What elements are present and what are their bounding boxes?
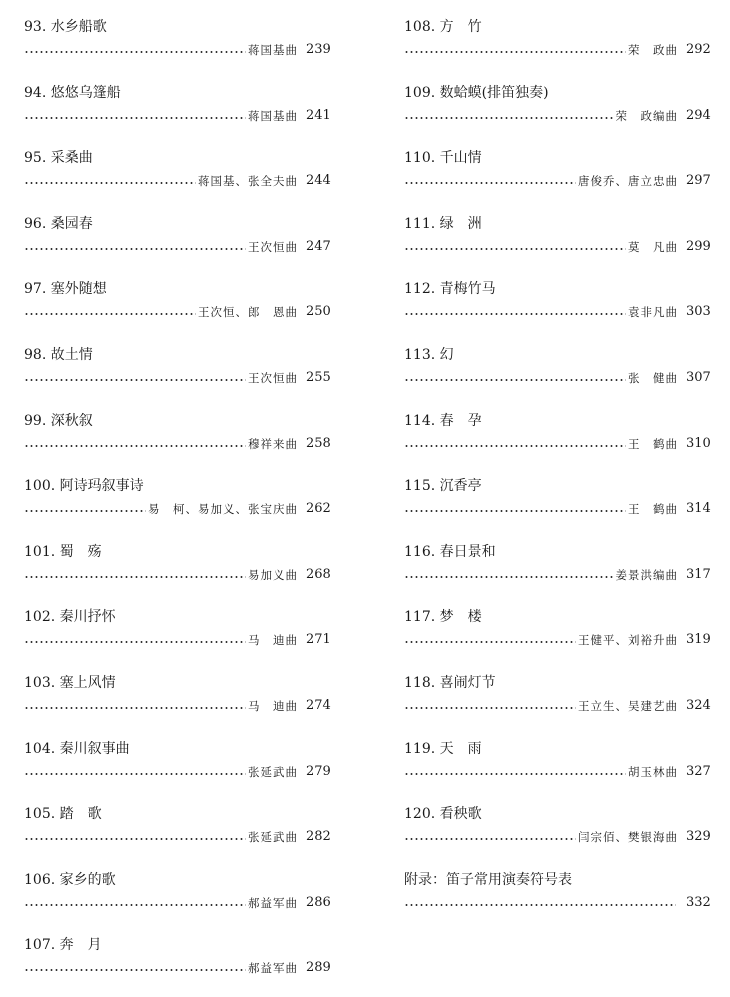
toc-entry [404, 674, 710, 730]
entry-title: 113. 幻 [404, 347, 454, 363]
entry-page-number: 279 [306, 763, 331, 779]
dot-leader [404, 833, 576, 845]
dot-leader [404, 374, 626, 386]
toc-entry [404, 280, 710, 336]
entry-composer: 郝益军曲 [248, 895, 298, 910]
entry-leader-row [404, 237, 710, 255]
entry-composer: 易 柯、易加义、张宝庆曲 [148, 502, 298, 517]
toc-entry [24, 608, 330, 664]
entry-page-number: 307 [686, 370, 711, 385]
toc-entry [24, 871, 330, 927]
toc-entry [24, 280, 330, 336]
entry-leader-row [24, 762, 330, 780]
entry-page-number: 332 [686, 894, 711, 910]
entry-composer: 荣 政曲 [628, 43, 678, 57]
entry-page-number: 282 [306, 829, 331, 845]
entry-composer: 王 鹤曲 [628, 502, 678, 517]
entry-page-number: 286 [306, 894, 331, 910]
entry-title: 117. 梦 楼 [404, 609, 482, 626]
entry-composer: 马 迪曲 [248, 633, 298, 648]
dot-leader [24, 636, 246, 648]
entry-composer: 姜景洪编曲 [615, 567, 678, 582]
dot-leader [404, 768, 626, 780]
entry-composer: 蒋国基、张全夫曲 [198, 174, 298, 189]
entry-page-number: 324 [686, 698, 711, 713]
toc-entry [404, 412, 710, 468]
dot-leader [404, 177, 576, 189]
entry-page-number: 314 [686, 501, 711, 517]
toc-entry [404, 215, 710, 271]
entry-leader-row [24, 630, 330, 648]
entry-page-number: 299 [686, 238, 711, 254]
entry-page-number: 239 [306, 42, 331, 57]
entry-leader-row [404, 368, 710, 386]
entry-composer: 闫宗佰、樊银海曲 [578, 830, 678, 845]
dot-leader [404, 308, 626, 320]
toc-entry [24, 346, 330, 402]
entry-leader-row [24, 106, 330, 124]
toc-entry [404, 608, 710, 664]
entry-composer: 张延武曲 [248, 830, 298, 845]
entry-composer: 易加义曲 [248, 567, 298, 582]
dot-leader [24, 374, 246, 386]
entry-composer: 王次恒曲 [248, 371, 298, 385]
entry-leader-row [24, 302, 330, 320]
entry-title: 118. 喜闹灯节 [404, 675, 496, 691]
entry-leader-row [24, 368, 330, 386]
entry-composer: 郝益军曲 [248, 961, 298, 976]
entry-page-number: 289 [306, 960, 331, 976]
entry-page-number: 244 [306, 173, 331, 189]
entry-page-number: 317 [686, 566, 711, 582]
entry-leader-row [404, 40, 710, 58]
entry-leader-row [404, 696, 710, 714]
dot-leader [404, 112, 614, 124]
entry-composer: 张 健曲 [628, 371, 678, 385]
entry-leader-row [24, 499, 330, 517]
dot-leader [24, 505, 146, 517]
entry-leader-row [404, 171, 710, 189]
entry-composer: 蒋国基曲 [248, 43, 298, 57]
entry-page-number: 329 [686, 829, 711, 845]
entry-title: 104. 秦川叙事曲 [24, 740, 130, 757]
entry-composer: 莫 凡曲 [628, 239, 678, 254]
toc-entry [404, 871, 710, 927]
toc-entry [24, 805, 330, 861]
entry-title: 105. 踏 歌 [24, 806, 102, 823]
toc-entry [404, 543, 710, 599]
entry-composer: 张延武曲 [248, 764, 298, 779]
dot-leader [24, 833, 246, 845]
entry-title: 101. 蜀 殇 [24, 543, 102, 560]
toc-entry [24, 740, 330, 796]
entry-title: 97. 塞外随想 [24, 281, 107, 298]
entry-composer: 王次恒曲 [248, 239, 298, 254]
toc-entry [24, 412, 330, 468]
dot-leader [404, 899, 676, 911]
entry-title: 100. 阿诗玛叙事诗 [24, 478, 144, 495]
dot-leader [24, 112, 246, 124]
dot-leader [24, 768, 246, 780]
toc-entry [404, 740, 710, 796]
entry-title: 98. 故土情 [24, 347, 93, 363]
entry-page-number: 271 [306, 632, 331, 648]
entry-composer: 王健平、刘裕升曲 [578, 633, 678, 648]
dot-leader [404, 505, 626, 517]
entry-leader-row [404, 106, 710, 124]
dot-leader [24, 702, 246, 714]
toc-entry [24, 543, 330, 599]
entry-composer: 穆祥来曲 [248, 436, 298, 451]
entry-page-number: 250 [306, 304, 331, 320]
entry-title: 120. 看秧歌 [404, 806, 482, 823]
dot-leader [24, 243, 246, 255]
entry-composer: 王立生、吴建艺曲 [578, 699, 678, 713]
entry-page-number: 303 [686, 304, 711, 320]
entry-page-number: 274 [306, 698, 331, 713]
entry-title: 119. 天 雨 [404, 740, 482, 757]
entry-leader-row [404, 565, 710, 583]
entry-title: 94. 悠悠乌篷船 [24, 84, 121, 101]
entry-leader-row [404, 762, 710, 780]
entry-title: 99. 深秋叙 [24, 412, 93, 429]
entry-title: 108. 方 竹 [404, 19, 482, 35]
entry-leader-row [404, 302, 710, 320]
entry-leader-row [404, 893, 710, 911]
toc-entry [24, 674, 330, 730]
toc-entry [24, 936, 330, 992]
entry-leader-row [24, 40, 330, 58]
toc-entry [404, 149, 710, 205]
entry-title: 116. 春日景和 [404, 543, 496, 560]
entry-leader-row [404, 630, 710, 648]
entry-leader-row [24, 434, 330, 452]
dot-leader [404, 46, 626, 58]
entry-title: 115. 沉香亭 [404, 478, 482, 495]
entry-composer: 袁非凡曲 [628, 305, 678, 320]
entry-title: 102. 秦川抒怀 [24, 609, 116, 626]
dot-leader [24, 46, 246, 58]
dot-leader [404, 636, 576, 648]
dot-leader [404, 571, 614, 583]
entry-title: 112. 青梅竹马 [404, 281, 496, 298]
entry-page-number: 327 [686, 763, 711, 779]
entry-leader-row [24, 696, 330, 714]
dot-leader [24, 964, 246, 976]
entry-page-number: 255 [306, 370, 331, 385]
entry-page-number: 294 [686, 107, 711, 123]
entry-leader-row [24, 958, 330, 976]
entry-page-number: 241 [306, 107, 331, 123]
toc-entry [24, 215, 330, 271]
dot-leader [24, 899, 246, 911]
entry-title: 附录：笛子常用演奏符号表 [404, 871, 572, 888]
entry-page-number: 247 [306, 238, 331, 254]
entry-title: 114. 春 孕 [404, 412, 482, 429]
entry-leader-row [24, 893, 330, 911]
entry-composer: 唐俊乔、唐立忠曲 [578, 174, 678, 189]
entry-page-number: 268 [306, 566, 331, 582]
entry-composer: 王 鹤曲 [628, 436, 678, 451]
entry-composer: 王次恒、郎 恩曲 [198, 305, 298, 320]
toc-entry [24, 84, 330, 140]
entry-leader-row [404, 827, 710, 845]
toc-entry [404, 477, 710, 533]
entry-title: 96. 桑园春 [24, 215, 93, 232]
entry-page-number: 319 [686, 632, 711, 648]
toc-entry [24, 149, 330, 205]
toc-entry [404, 84, 710, 140]
entry-leader-row [24, 827, 330, 845]
entry-leader-row [24, 237, 330, 255]
toc-entry [404, 346, 710, 402]
dot-leader [404, 440, 626, 452]
entry-composer: 胡玉林曲 [628, 764, 678, 779]
entry-composer: 荣 政编曲 [615, 108, 678, 123]
entry-title: 111. 绿 洲 [404, 215, 482, 232]
dot-leader [24, 440, 246, 452]
dot-leader [24, 571, 246, 583]
entry-title: 106. 家乡的歌 [24, 871, 116, 888]
toc-entry [24, 18, 330, 74]
entry-leader-row [24, 171, 330, 189]
entry-title: 93. 水乡船歌 [24, 19, 107, 35]
entry-title: 103. 塞上风情 [24, 675, 116, 691]
dot-leader [24, 177, 196, 189]
toc-entry [404, 18, 710, 74]
entry-leader-row [24, 565, 330, 583]
entry-title: 95. 采桑曲 [24, 150, 93, 167]
entry-composer: 马 迪曲 [248, 699, 298, 713]
entry-title: 110. 千山情 [404, 150, 482, 167]
toc-entry [24, 477, 330, 533]
entry-title: 109. 数蛤蟆(排笛独奏) [404, 84, 549, 101]
entry-composer: 蒋国基曲 [248, 108, 298, 123]
dot-leader [24, 308, 196, 320]
entry-leader-row [404, 434, 710, 452]
entry-page-number: 262 [306, 501, 331, 517]
entry-page-number: 258 [306, 435, 331, 451]
entry-page-number: 310 [686, 435, 711, 451]
entry-page-number: 292 [686, 42, 711, 57]
entry-page-number: 297 [686, 173, 711, 189]
dot-leader [404, 702, 576, 714]
dot-leader [404, 243, 626, 255]
entry-title: 107. 奔 月 [24, 937, 102, 954]
entry-leader-row [404, 499, 710, 517]
toc-entry [404, 805, 710, 861]
